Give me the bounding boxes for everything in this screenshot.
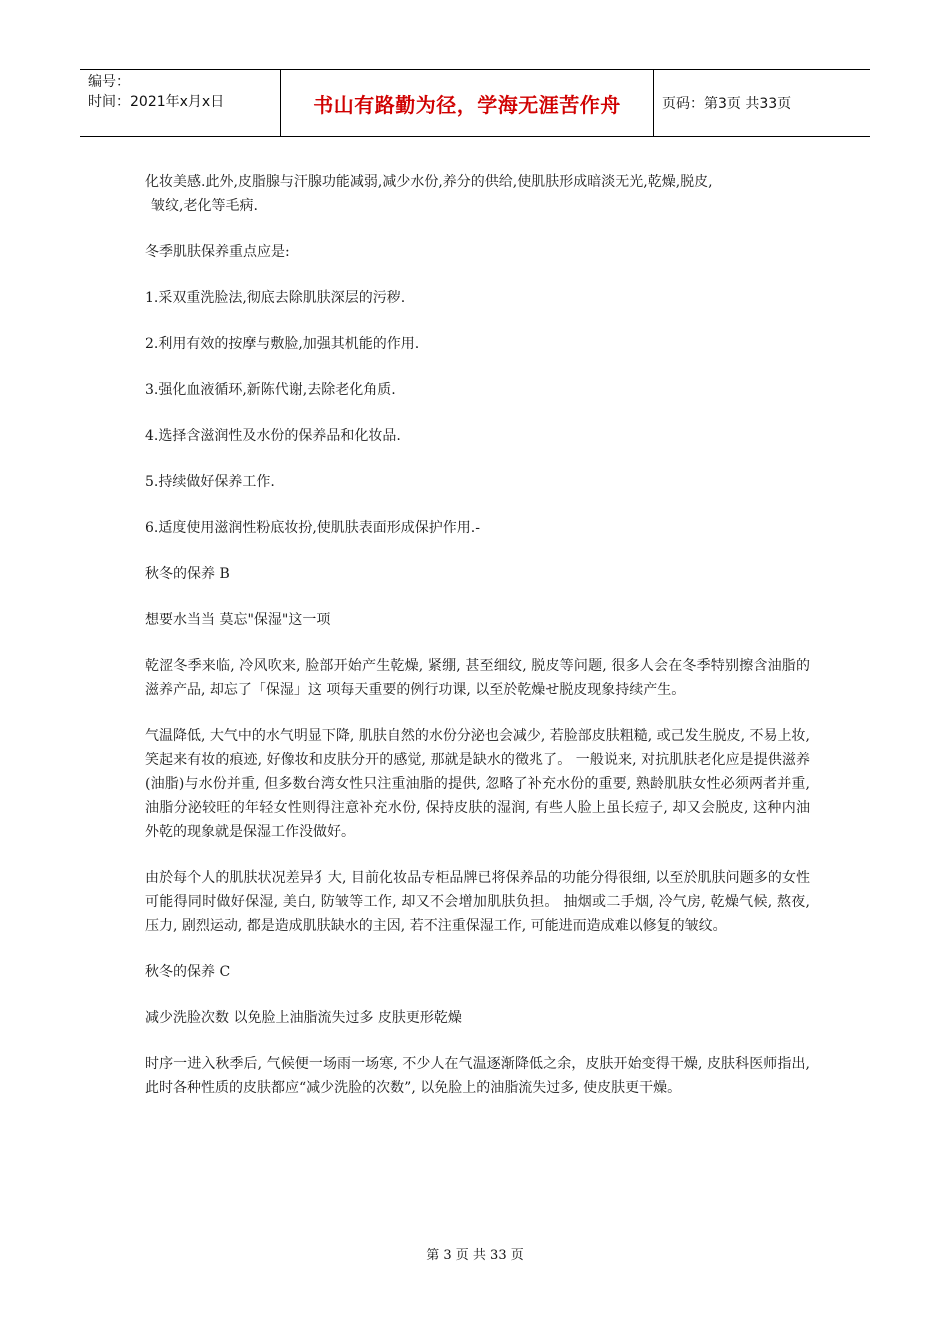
paragraph: 乾涩冬季来临, 冷风吹来, 脸部开始产生乾燥, 紧绷, 甚至细纹, 脱皮等问题, 很多人会在冬季特别擦含油脂的滋养产品, 却忘了「保湿」这 项每天重要的例行功课, 以至於乾燥せ脱皮现象持续产生。 (145, 658, 810, 698)
paragraph (145, 170, 810, 218)
paragraph: 由於每个人的肌肤状况差异犭大, 目前化妆品专柜品牌已将保养品的功能分得很细, 以至於肌肤问题多的女性可能得同时做好保湿, 美白, 防皱等工作, 却又不会增加肌肤负担。 抽烟或二手烟, 冷气房, 乾燥气候, 熬夜, 压力, 剧烈运动, 都是造成肌肤缺水的主因, 若不注重保湿工作, 可能进而造成难以修复的皱纹。 (145, 870, 810, 934)
header-page-number: 页码：第3页 共33页 (662, 96, 792, 112)
section-subheading: 减少洗脸次数 以免脸上油脂流失过多 皮肤更形乾燥 (145, 1010, 462, 1026)
section-heading: 秋冬的保养 C (145, 964, 231, 980)
list-item: 2.利用有效的按摩与敷脸,加强其机能的作用. (145, 336, 420, 352)
page-header (80, 69, 870, 137)
header-left (80, 70, 280, 136)
document-date-label: 时间：2021年x月x日 (88, 94, 225, 110)
list-item: 6.适度使用滋润性粉底妆扮,使肌肤表面形成保护作用.- (145, 520, 480, 536)
paragraph-line: 化妆美感.此外,皮脂腺与汗腺功能减弱,减少水份,养分的供给,使肌肤形成暗淡无光,乾燥,脱皮, (145, 174, 713, 190)
header-motto: 书山有路勤为径，学海无涯苦作舟 (280, 70, 654, 136)
list-item: 1.采双重洗脸法,彻底去除肌肤深层的污秽. (145, 290, 406, 306)
section-heading: 秋冬的保养 B (145, 566, 230, 582)
paragraph-line: 皱纹,老化等毛病. (151, 198, 258, 214)
page-footer: 第 3 页 共 33 页 (426, 1248, 524, 1263)
section-subheading: 想要水当当 莫忘"保湿"这一项 (145, 612, 331, 628)
paragraph: 气温降低, 大气中的水气明显下降, 肌肤自然的水份分泌也会减少, 若脸部皮肤粗糙, 或己发生脱皮, 不易上妆, 笑起来有妆的痕迹, 好像妆和皮肤分开的感觉, 那就是缺水的徵兆了。 一般说来, 对抗肌肤老化应是提供滋养(油脂)与水份并重, 但多数台湾女性只注重油脂的提供, 忽略了补充水份的重要, 熟龄肌肤女性必须两者并重, 油脂分泌较旺的年轻女性则得注意补充水份, 保持皮肤的湿润, 有些人脸上虽长痘子, 却又会脱皮, 这种内油外乾的现象就是保湿工作没做好。 (145, 728, 810, 840)
list-item: 5.持续做好保养工作. (145, 474, 275, 490)
document-body (145, 170, 810, 1122)
section-heading: 冬季肌肤保养重点应是: (145, 244, 290, 260)
list-item: 4.选择含滋润性及水份的保养品和化妆品. (145, 428, 401, 444)
paragraph: 时序一进入秋季后, 气候便一场雨一场寒, 不少人在气温逐渐降低之余，皮肤开始变得干燥, 皮肤科医师指出, 此时各种性质的皮肤都应“减少洗脸的次数”, 以免脸上的油脂流失过多, 使皮肤更干燥。 (145, 1056, 810, 1096)
list-item: 3.强化血液循环,新陈代谢,去除老化角质. (145, 382, 396, 398)
document-number-label: 编号： (88, 74, 130, 90)
